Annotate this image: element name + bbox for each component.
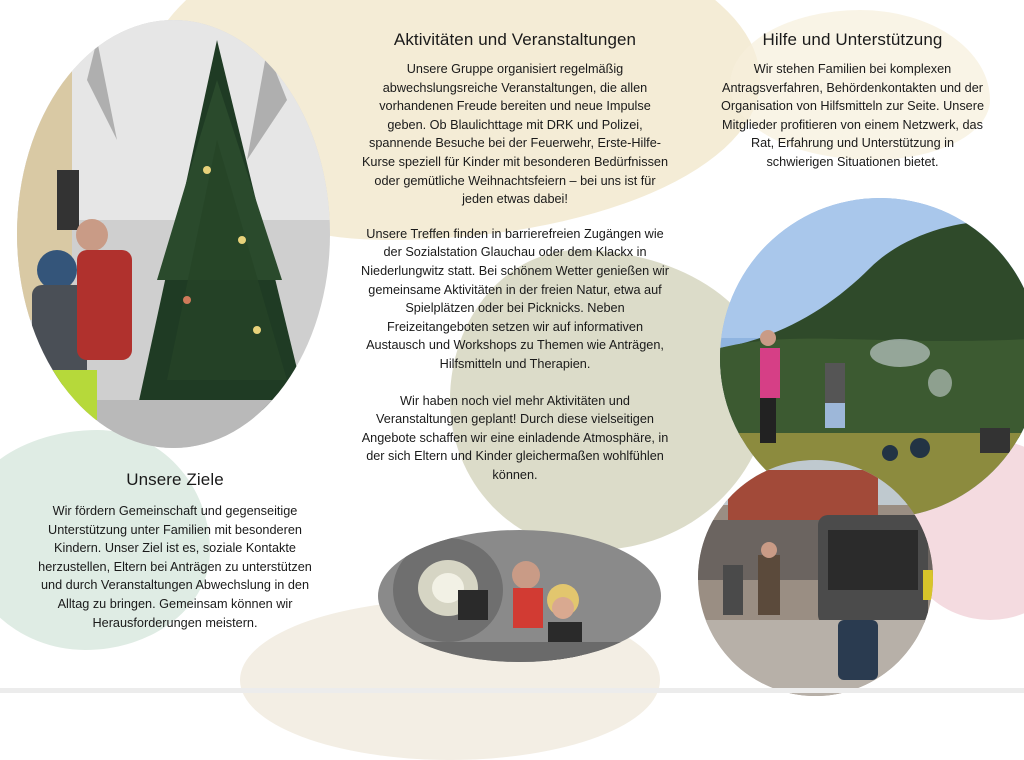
section-title-activities: Aktivitäten und Veranstaltungen — [393, 30, 637, 49]
section-goals — [30, 470, 320, 632]
goals-paragraph: Wir fördern Gemeinschaft und gegenseitige Unterstützung unter Familien mit besonderen Kindern. Unser Ziel ist es, soziale Kontakte herzustellen, Eltern bei Anträgen zu unterstützen und durch Veranstaltungen Abwechslung in den Alltag zu bringen. Gemeinsam können wir Herausforderungen meistern. — [38, 504, 312, 630]
section-title-goals: Unsere Ziele — [126, 470, 224, 489]
section-title-help: Hilfe und Unterstützung — [762, 30, 943, 49]
photo-christmas-tree — [17, 20, 330, 448]
activities-paragraph-2: Unsere Treffen finden in barrierefreien Zugängen wie der Sozialstation Glauchau oder dem Klackx in Niederlungwitz statt. Bei schönem Wetter genießen wir gemeinsame Aktivitäten in der freien Natur, etwa auf Spielplätzen oder bei Picknicks. Neben Freizeitangeboten setzen wir auf informativen Austausch und Workshops zu Themen wie Anträgen, Hilfsmitteln und Therapien. — [361, 226, 669, 371]
activities-paragraph-1: Unsere Gruppe organisiert regelmäßig abwechslungsreiche Veranstaltungen, die allen vorhandenen Freude bereiten und neue Impulse geben. Ob Blaulichttage mit DRK und Polizei, spannende Besuche bei der Feuerwehr, Erste-Hilfe-Kurse speziell für Kinder mit besonderen Bedürfnissen oder gemütliche Weihnachtsfeiern – bei uns ist für jeden etwas dabei! — [361, 62, 669, 207]
photo-fire-department-visit — [698, 460, 933, 696]
help-paragraph: Wir stehen Familien bei komplexen Antragsverfahren, Behördenkontakten und der Organisation von Hilfsmitteln zur Seite. Unsere Mitglieder profitieren von einem Netzwerk, das Rat, Erfahrung und Unterstützung in schwierigen Situationen bietet. — [720, 62, 985, 169]
activities-paragraph-3: Wir haben noch viel mehr Aktivitäten und Veranstaltungen geplant! Durch diese vielseitigen Angebote schaffen wir eine einladende Atmosphäre, in der sich Eltern und Kinder gleichermaßen wohlfühlen können. — [361, 393, 669, 482]
section-help-support — [720, 30, 985, 172]
bottom-edge — [0, 688, 1024, 693]
photo-children-in-tube — [378, 530, 661, 662]
section-activities — [360, 30, 670, 484]
